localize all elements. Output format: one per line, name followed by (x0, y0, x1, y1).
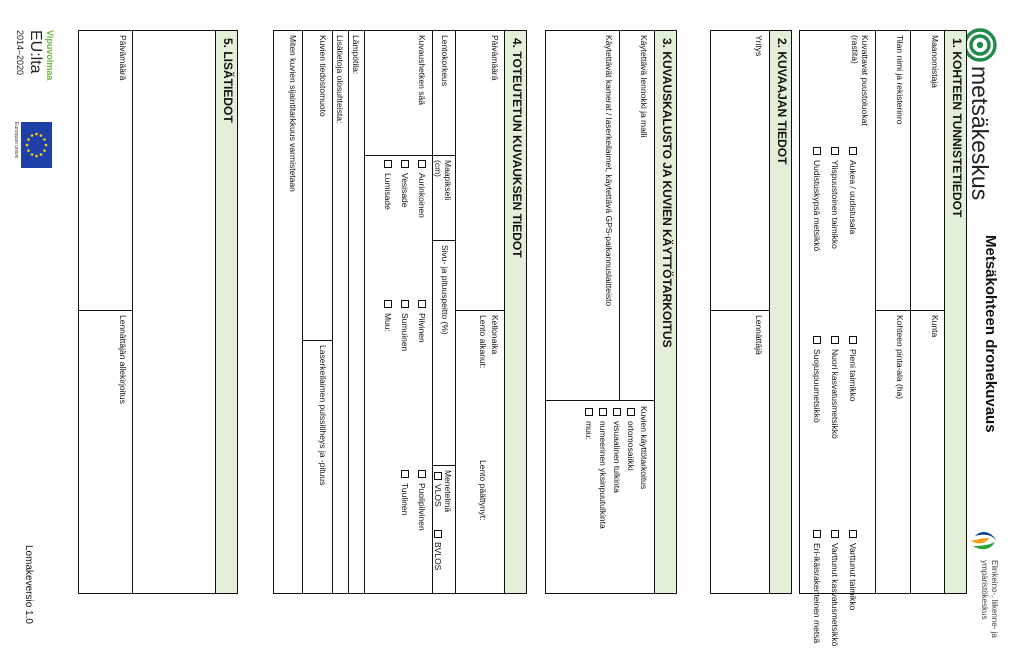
weather-windy-checkbox[interactable] (401, 470, 409, 478)
stand-overstory-sapling-checkbox[interactable] (831, 147, 839, 155)
clock-label: Kellonaika (490, 315, 500, 355)
georef-label: Miten kuvien sijaintitarkkuus varmistetaan (288, 35, 298, 192)
weather-sunny-checkbox[interactable] (418, 160, 426, 168)
cameras-label: Käytettävät kamerat / laserkeilaimet, käytettävä GPS-paikannuslaitteisto (604, 35, 614, 307)
purpose-other-label: muu: (584, 421, 594, 440)
metsakeskus-logo-icon (963, 28, 997, 62)
stand-class-label: Kuvattavat puustoluokat (860, 35, 870, 126)
method-bvlos-checkbox[interactable] (434, 530, 442, 538)
stand-uneven-aged-checkbox[interactable] (813, 530, 821, 538)
stand-young-thinning-checkbox[interactable] (831, 336, 839, 344)
weather-snow-label: Lumisade (383, 173, 393, 210)
area-label: Kohteen pinta-ala (ha) (895, 315, 905, 400)
weather-cloudy-label: Pilvinen (417, 313, 427, 343)
ground-pixel-label: Maapikseli (443, 160, 453, 201)
eu-brand-line2: EU:lta (27, 30, 44, 74)
purpose-label: Kuvien käyttötarkoitus (639, 406, 649, 490)
altitude-label: Lentokorkeus (440, 35, 450, 87)
purpose-other-checkbox[interactable] (585, 408, 593, 416)
farm-name-label: Tilan nimi ja rekisterinro (895, 35, 905, 125)
weather-windy-label: Tuulinen (400, 483, 410, 516)
section5-title: 5. LISÄTIEDOT (221, 38, 235, 123)
weather-cloudy-checkbox[interactable] (418, 300, 426, 308)
conditions-notes-label: Lisätietoja olosuhteista: (335, 35, 345, 124)
section2-title: 2. KUVAAJAN TIEDOT (775, 38, 789, 165)
flight-end-label: Lento päättynyt: (478, 460, 488, 521)
method-vlos-checkbox[interactable] (434, 472, 442, 480)
section2-box (710, 30, 792, 594)
eu-brand-line1: Vipuvoimaa (45, 30, 55, 81)
weather-other-label: Muu: (383, 313, 393, 332)
section5-box (78, 30, 238, 594)
section1-box (799, 30, 967, 594)
purpose-numeric-label: numeerinen yksinpuutulkinta (598, 421, 608, 529)
flight-start-label: Lento alkanut: (478, 315, 488, 369)
company-label: Yritys (754, 35, 764, 57)
weather-partly-cloudy-checkbox[interactable] (418, 470, 426, 478)
ely-logo-icon (969, 526, 999, 556)
section4-title: 4. TOTEUTETUN KUVAUKSEN TIEDOT (510, 38, 524, 258)
drone-model-label: Käytettävä lennokki ja malli (639, 35, 649, 138)
stand-mature-checkbox[interactable] (813, 147, 821, 155)
weather-rain-checkbox[interactable] (401, 160, 409, 168)
ely-text: Elinkeino-, liikenne- ja ympäristökeskus (980, 560, 999, 638)
stand-small-sapling-checkbox[interactable] (849, 336, 857, 344)
stand-shelterwood-label: Suojuspuumetsikkö (812, 349, 822, 423)
section1-title: 1. KOHTEEN TUNNISTETIEDOT (950, 38, 964, 218)
purpose-visual-checkbox[interactable] (613, 408, 621, 416)
stand-uneven-aged-label: Eri-ikäisrakenteinen metsä (812, 543, 822, 644)
overlap-label: Sivu- ja pituuspeitto (%) (440, 245, 450, 335)
weather-label: Kuvaushetken sää (417, 35, 427, 105)
purpose-orthomosaic-label: ortomosaiikki (626, 421, 636, 471)
weather-snow-checkbox[interactable] (384, 160, 392, 168)
eu-brand-line3: 2014–2020 (15, 30, 25, 76)
signature-label: Lennättäjän allekirjoitus (118, 315, 128, 404)
laser-density-label: Laserkeilaimen pulssitiheys ja -pituus (318, 345, 328, 486)
stand-advanced-thinning-label: Varttunut kasvatusmetsikkö (830, 543, 840, 647)
landowner-label: Maanomistaja (930, 35, 940, 88)
purpose-visual-label: visuaalinen tulkinta (612, 421, 622, 493)
page-title: Metsäkohteen dronekuvaus (982, 235, 999, 433)
form-version: Lomakeversio 1.0 (23, 545, 34, 624)
pilot-label: Lennättäjä (754, 315, 764, 355)
stand-mature-label: Uudistuskypsä metsikkö (812, 160, 822, 252)
eu-flag-icon (21, 122, 52, 168)
method-vlos-label: VLOS (433, 484, 443, 507)
file-format-label: Kuvien tiedostomuoto (318, 35, 328, 117)
stand-open-checkbox[interactable] (849, 147, 857, 155)
ground-pixel-unit: (cm) (433, 160, 443, 177)
weather-other-checkbox[interactable] (384, 300, 392, 308)
stand-class-hint: (rastita) (850, 35, 860, 64)
purpose-orthomosaic-checkbox[interactable] (627, 408, 635, 416)
brand-name: metsäkeskus (967, 66, 993, 201)
eu-flag-caption: Euroopan unioni (13, 122, 19, 159)
weather-fog-label: Sumuinen (400, 313, 410, 352)
stand-advanced-thinning-checkbox[interactable] (831, 530, 839, 538)
stand-mature-sapling-checkbox[interactable] (849, 530, 857, 538)
method-label: Menetelmä (443, 470, 453, 513)
stand-mature-sapling-label: Varttunut taimikko (848, 543, 858, 611)
purpose-numeric-checkbox[interactable] (599, 408, 607, 416)
weather-partly-cloudy-label: Puolipilvinen (417, 483, 427, 531)
municipality-label: Kunta (930, 315, 940, 338)
stand-overstory-sapling-label: Ylispuustoinen taimikko (830, 160, 840, 249)
weather-rain-label: Vesisade (400, 173, 410, 208)
section3-title: 3. KUVAUSKALUSTO JA KUVIEN KÄYTTÖTARKOITUS (660, 38, 674, 348)
stand-young-thinning-label: Nuori kasvatusmetsikkö (830, 349, 840, 439)
stand-open-label: Aukea / uudistusala (848, 160, 858, 235)
stand-shelterwood-checkbox[interactable] (813, 336, 821, 344)
temperature-label: Lämpötila: (351, 35, 361, 75)
weather-sunny-label: Aurinkoinen (417, 173, 427, 218)
weather-fog-checkbox[interactable] (401, 300, 409, 308)
method-bvlos-label: BVLOS (433, 542, 443, 571)
signing-date-label: Päivämäärä (118, 35, 128, 81)
flight-date-label: Päivämäärä (490, 35, 500, 81)
stand-small-sapling-label: Pieni taimikko (848, 349, 858, 402)
